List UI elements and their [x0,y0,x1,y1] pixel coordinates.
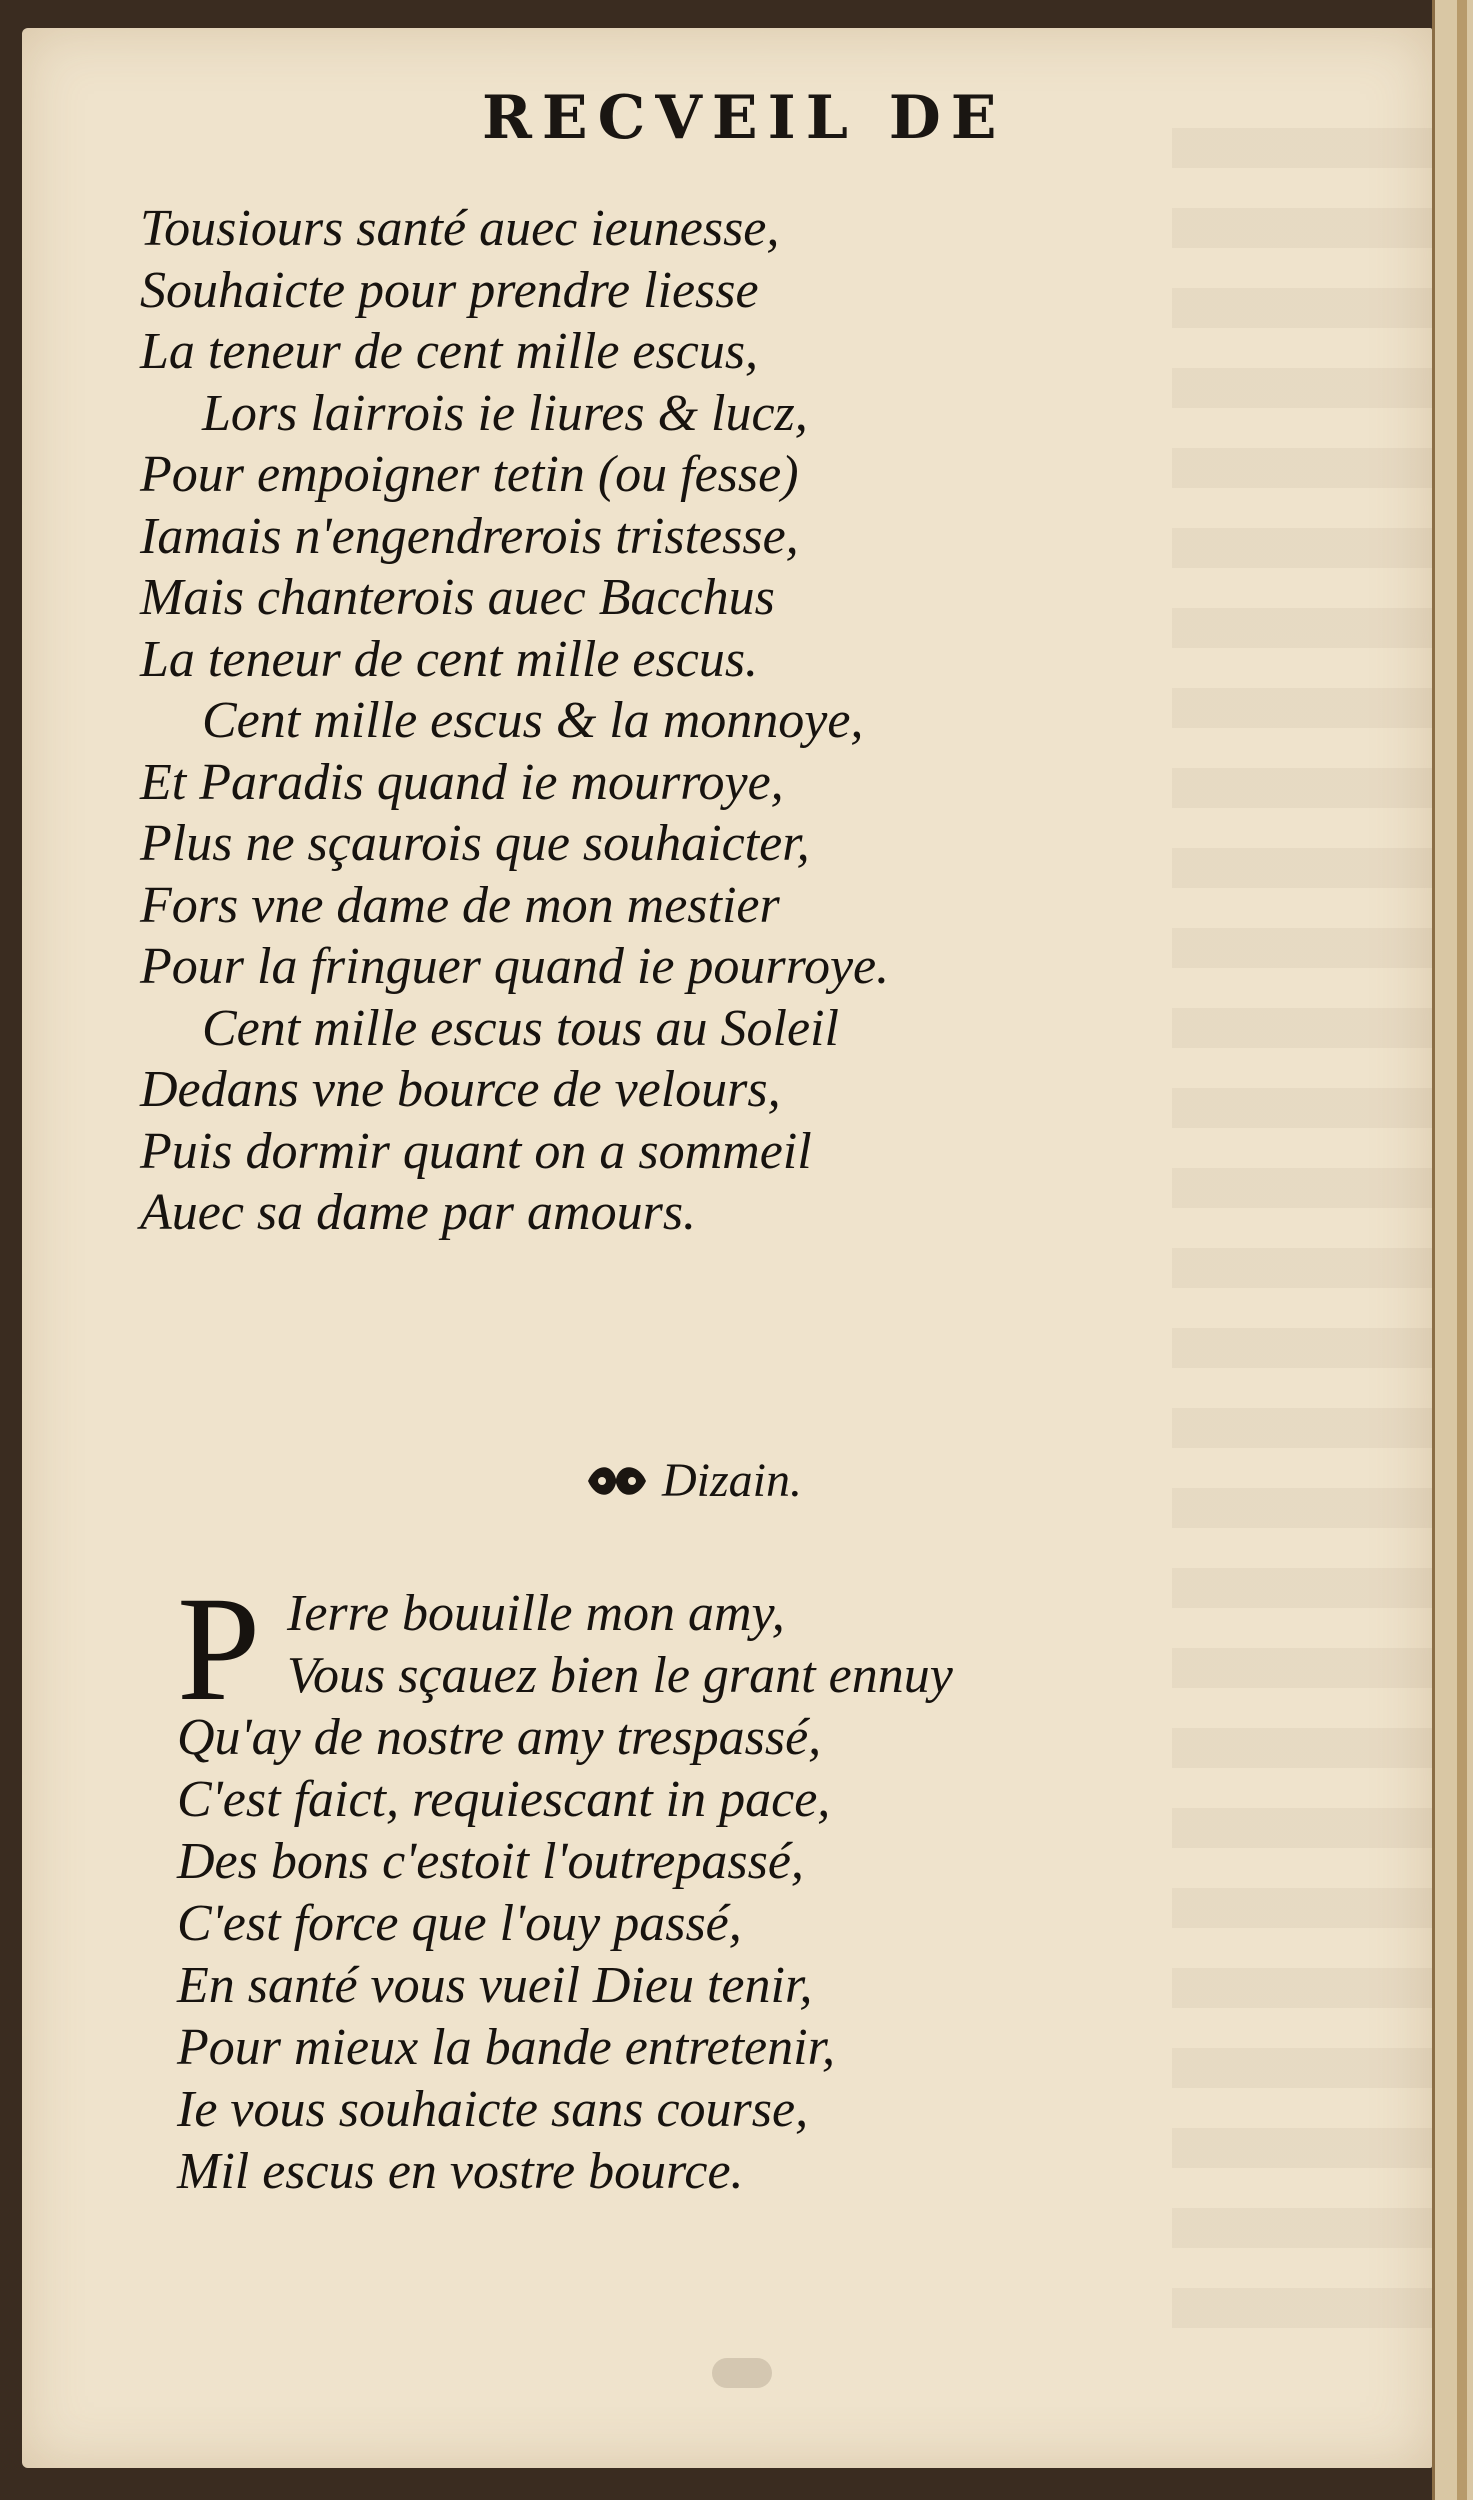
section-title-text: Dizain. [662,1454,803,1507]
poem-line: Cent mille escus tous au Soleil [202,999,839,1057]
dizain-line: Vous sçauez bien le grant ennuy [287,1647,953,1704]
poem-line: Plus ne sçaurois que souhaicter, [140,815,810,872]
poem-line: Lors lairrois ie liures & lucz, [202,384,808,442]
fleuron-ornament-icon [582,1457,652,1505]
poem-line: Iamais n'engendrerois tristesse, [140,507,799,565]
book-page [22,28,1432,2468]
poem-line: Dedans vne bource de velours, [140,1061,781,1118]
poem-line: La teneur de cent mille escus, [140,323,759,380]
dizain-line: Qu'ay de nostre amy trespassé, [177,1709,822,1766]
poem-line: Pour empoigner tetin (ou fesse) [140,446,799,503]
poem-block [140,198,889,1244]
dizain-line: C'est force que l'ouy passé, [177,1895,742,1952]
poem-line: Et Paradis quand ie mourroye, [140,753,784,811]
dizain-line: Pour mieux la bande entretenir, [177,2019,836,2076]
dizain-line: Mil escus en vostre bource. [177,2143,744,2200]
poem-line: Cent mille escus & la monnoye, [202,692,864,749]
dizain-line: Des bons c'estoit l'outrepassé, [177,1833,804,1890]
binding-strip [1457,0,1467,2500]
ink-smudge [712,2358,772,2388]
dizain-block [177,1566,953,2203]
dizain-line: C'est faict, requiescant in pace, [177,1771,831,1828]
poem-line: Pour la fringuer quand ie pourroye. [140,938,890,995]
running-header: RECVEIL DE [482,83,1007,153]
poem-line: Auec sa dame par amours. [140,1184,697,1241]
drop-cap: P [177,1566,261,1732]
book-edge [1432,0,1473,2500]
poem-line: Puis dormir quant on a sommeil [140,1122,812,1180]
poem-line: Fors vne dame de mon mestier [140,876,780,934]
section-heading [582,1453,802,1508]
poem-line: Mais chanterois auec Bacchus [140,569,775,626]
dizain-line: Ierre bouuille mon amy, [287,1585,785,1642]
poem-line: Souhaicte pour prendre liesse [140,261,759,319]
poem-line: La teneur de cent mille escus. [140,630,759,688]
dizain-opening [177,1566,953,1732]
dizain-line: Ie vous souhaicte sans course, [177,2081,809,2138]
dizain-line: En santé vous vueil Dieu tenir, [177,1957,813,2014]
show-through-text [1172,128,1432,2328]
poem-line: Tousiours santé auec ieunesse, [140,200,780,257]
